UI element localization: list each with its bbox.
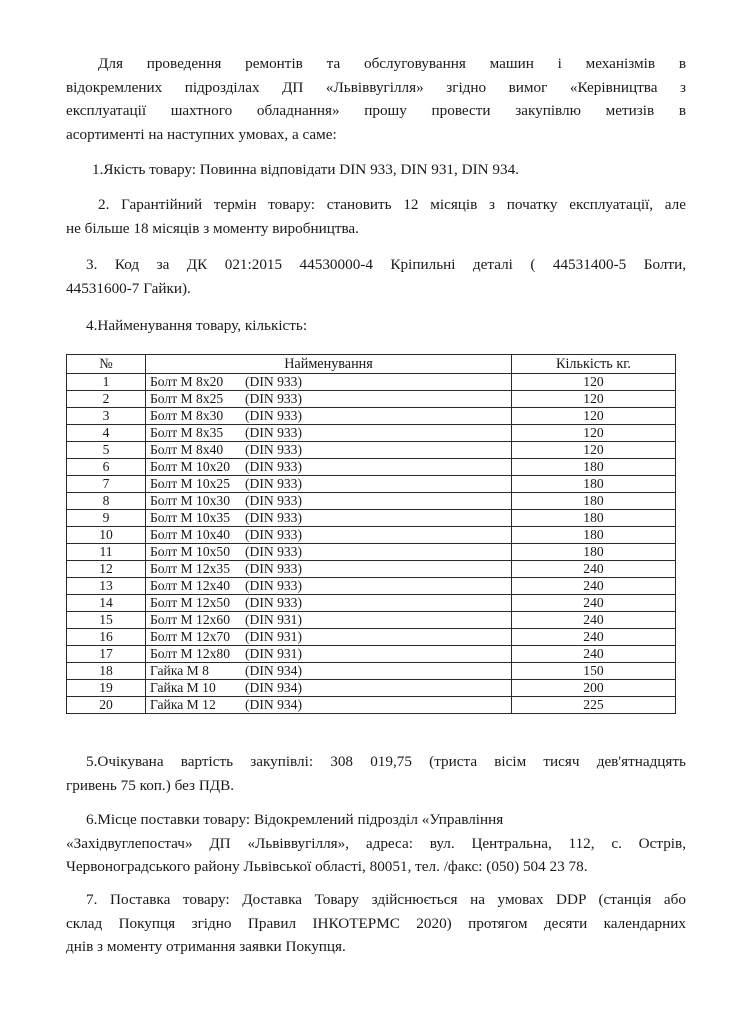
item-standard: (DIN 931) xyxy=(245,629,303,644)
intro-paragraph xyxy=(66,52,686,146)
row-number: 14 xyxy=(67,595,146,612)
row-number: 19 xyxy=(67,680,146,697)
intro-line: асортименті на наступних умовах, а саме: xyxy=(66,125,337,143)
item-standard: (DIN 934) xyxy=(245,680,303,695)
table-row xyxy=(67,510,676,527)
row-quantity: 180 xyxy=(512,510,676,527)
row-number: 17 xyxy=(67,646,146,663)
item-5-line: 5.Очікувана вартість закупівлі: 308 019,75 (триста вісім тисяч дев'ятнадцять xyxy=(86,753,686,770)
row-name xyxy=(146,612,512,629)
table-row xyxy=(67,561,676,578)
item-standard: (DIN 931) xyxy=(245,646,303,661)
row-quantity: 120 xyxy=(512,374,676,391)
item-standard: (DIN 933) xyxy=(245,408,303,423)
item-name: Болт М 8х40 xyxy=(150,442,224,457)
table-row xyxy=(67,408,676,425)
goods-table xyxy=(66,354,676,714)
item-6-line: «Західвуглепостач» ДП «Львіввугілля», адреса: вул. Центральна, 112, с. Острів, xyxy=(66,834,686,852)
table-row xyxy=(67,646,676,663)
table-header-row xyxy=(67,355,676,374)
row-quantity: 120 xyxy=(512,442,676,459)
row-name xyxy=(146,544,512,561)
table-row xyxy=(67,527,676,544)
item-standard: (DIN 933) xyxy=(245,510,303,525)
item-name: Болт М 12х80 xyxy=(150,646,231,661)
row-number: 4 xyxy=(67,425,146,442)
item-5-line: гривень 75 коп.) без ПДВ. xyxy=(66,776,235,794)
row-number: 1 xyxy=(67,374,146,391)
item-standard: (DIN 933) xyxy=(245,544,303,559)
item-2-warranty xyxy=(66,193,686,240)
table-row xyxy=(67,544,676,561)
item-3-code xyxy=(66,253,686,300)
item-6-line: Червоноградського району Львівської області, 80051, тел. /факс: (050) 504 23 78. xyxy=(66,858,588,875)
table-row xyxy=(67,680,676,697)
item-standard: (DIN 933) xyxy=(245,391,303,406)
row-quantity: 200 xyxy=(512,680,676,697)
row-number: 20 xyxy=(67,697,146,714)
row-name xyxy=(146,425,512,442)
row-quantity: 120 xyxy=(512,425,676,442)
item-6-delivery-place xyxy=(66,808,686,879)
row-quantity: 180 xyxy=(512,527,676,544)
item-standard: (DIN 933) xyxy=(245,527,303,542)
row-name xyxy=(146,578,512,595)
table-row xyxy=(67,493,676,510)
row-name xyxy=(146,697,512,714)
item-name: Гайка М 8 xyxy=(150,663,209,678)
table-body xyxy=(67,374,676,714)
item-7-line: 7. Поставка товару: Доставка Товару здійснюється на умовах DDP (станція або xyxy=(86,891,686,908)
table-row xyxy=(67,629,676,646)
row-name xyxy=(146,595,512,612)
row-quantity: 180 xyxy=(512,476,676,493)
row-name xyxy=(146,646,512,663)
row-number: 7 xyxy=(67,476,146,493)
row-number: 10 xyxy=(67,527,146,544)
header-number: № xyxy=(67,355,146,374)
item-4-heading: 4.Найменування товару, кількість: xyxy=(86,317,308,334)
row-quantity: 240 xyxy=(512,561,676,578)
item-name: Болт М 10х40 xyxy=(150,527,231,542)
row-quantity: 150 xyxy=(512,663,676,680)
row-name xyxy=(146,442,512,459)
row-name xyxy=(146,408,512,425)
item-name: Болт М 12х35 xyxy=(150,561,231,576)
item-name: Гайка М 10 xyxy=(150,680,216,695)
row-number: 5 xyxy=(67,442,146,459)
row-name xyxy=(146,459,512,476)
row-name xyxy=(146,510,512,527)
intro-line: експлуатації шахтного обладнання» прошу провести закупівлю метизів в xyxy=(66,102,686,119)
table-row xyxy=(67,425,676,442)
row-quantity: 240 xyxy=(512,646,676,663)
intro-line: відокремлених підрозділах ДП «Львіввугілля» згідно вимог «Керівництва з xyxy=(66,78,686,96)
item-name: Болт М 10х30 xyxy=(150,493,231,508)
item-standard: (DIN 933) xyxy=(245,476,303,491)
row-quantity: 240 xyxy=(512,595,676,612)
intro-line: Для проведення ремонтів та обслуговування машин і механізмів в xyxy=(98,55,686,72)
table-row xyxy=(67,663,676,680)
row-quantity: 120 xyxy=(512,408,676,425)
item-name: Гайка М 12 xyxy=(150,697,216,712)
item-name: Болт М 8х25 xyxy=(150,391,224,406)
row-number: 16 xyxy=(67,629,146,646)
item-standard: (DIN 931) xyxy=(245,612,303,627)
row-name xyxy=(146,663,512,680)
table-row xyxy=(67,697,676,714)
table-row xyxy=(67,578,676,595)
item-2-line: 2. Гарантійний термін товару: становить 12 місяців з початку експлуатації, але xyxy=(98,196,686,213)
table-row xyxy=(67,374,676,391)
row-name xyxy=(146,680,512,697)
row-name xyxy=(146,561,512,578)
item-name: Болт М 12х60 xyxy=(150,612,231,627)
item-standard: (DIN 933) xyxy=(245,459,303,474)
header-name: Найменування xyxy=(146,355,512,374)
item-name: Болт М 8х20 xyxy=(150,374,224,389)
row-quantity: 180 xyxy=(512,493,676,510)
item-name: Болт М 8х30 xyxy=(150,408,224,423)
item-2-line: не більше 18 місяців з моменту виробництва. xyxy=(66,219,359,237)
row-number: 9 xyxy=(67,510,146,527)
row-quantity: 180 xyxy=(512,544,676,561)
item-name: Болт М 10х20 xyxy=(150,459,231,474)
item-7-line: днів з моменту отримання заявки Покупця. xyxy=(66,938,346,955)
item-standard: (DIN 933) xyxy=(245,425,303,440)
row-number: 15 xyxy=(67,612,146,629)
row-name xyxy=(146,493,512,510)
row-quantity: 120 xyxy=(512,391,676,408)
item-1-quality: 1.Якість товару: Повинна відповідати DIN 933, DIN 931, DIN 934. xyxy=(92,161,519,178)
item-name: Болт М 10х35 xyxy=(150,510,231,525)
row-number: 13 xyxy=(67,578,146,595)
row-number: 12 xyxy=(67,561,146,578)
table-row xyxy=(67,476,676,493)
header-quantity: Кількість кг. xyxy=(512,355,676,374)
item-6-line: 6.Місце поставки товару: Відокремлений підрозділ «Управління xyxy=(86,811,504,828)
item-standard: (DIN 933) xyxy=(245,578,303,593)
item-name: Болт М 10х50 xyxy=(150,544,231,559)
item-name: Болт М 12х50 xyxy=(150,595,231,610)
item-standard: (DIN 933) xyxy=(245,561,303,576)
row-number: 6 xyxy=(67,459,146,476)
item-standard: (DIN 933) xyxy=(245,493,303,508)
item-standard: (DIN 934) xyxy=(245,663,303,678)
row-number: 18 xyxy=(67,663,146,680)
row-quantity: 240 xyxy=(512,578,676,595)
row-number: 8 xyxy=(67,493,146,510)
item-name: Болт М 10х25 xyxy=(150,476,231,491)
item-name: Болт М 12х70 xyxy=(150,629,231,644)
row-number: 3 xyxy=(67,408,146,425)
item-3-line: 3. Код за ДК 021:2015 44530000-4 Кріпильні деталі ( 44531400-5 Болти, xyxy=(86,256,686,273)
item-standard: (DIN 934) xyxy=(245,697,303,712)
table-row xyxy=(67,612,676,629)
item-name: Болт М 8х35 xyxy=(150,425,224,440)
row-quantity: 180 xyxy=(512,459,676,476)
table-row xyxy=(67,595,676,612)
item-standard: (DIN 933) xyxy=(245,374,303,389)
row-name xyxy=(146,476,512,493)
row-name xyxy=(146,629,512,646)
item-name: Болт М 12х40 xyxy=(150,578,231,593)
table-row xyxy=(67,391,676,408)
row-name xyxy=(146,527,512,544)
item-7-line: склад Покупця згідно Правил ІНКОТЕРМС 2020) протягом десяти календарних xyxy=(66,914,686,932)
table-row xyxy=(67,459,676,476)
item-7-delivery-terms xyxy=(66,888,686,959)
row-number: 2 xyxy=(67,391,146,408)
row-name xyxy=(146,391,512,408)
row-quantity: 240 xyxy=(512,612,676,629)
item-3-line: 44531600-7 Гайки). xyxy=(66,279,191,297)
row-number: 11 xyxy=(67,544,146,561)
table-row xyxy=(67,442,676,459)
row-name xyxy=(146,374,512,391)
row-quantity: 225 xyxy=(512,697,676,714)
row-quantity: 240 xyxy=(512,629,676,646)
item-standard: (DIN 933) xyxy=(245,595,303,610)
item-standard: (DIN 933) xyxy=(245,442,303,457)
item-5-cost xyxy=(66,750,686,797)
